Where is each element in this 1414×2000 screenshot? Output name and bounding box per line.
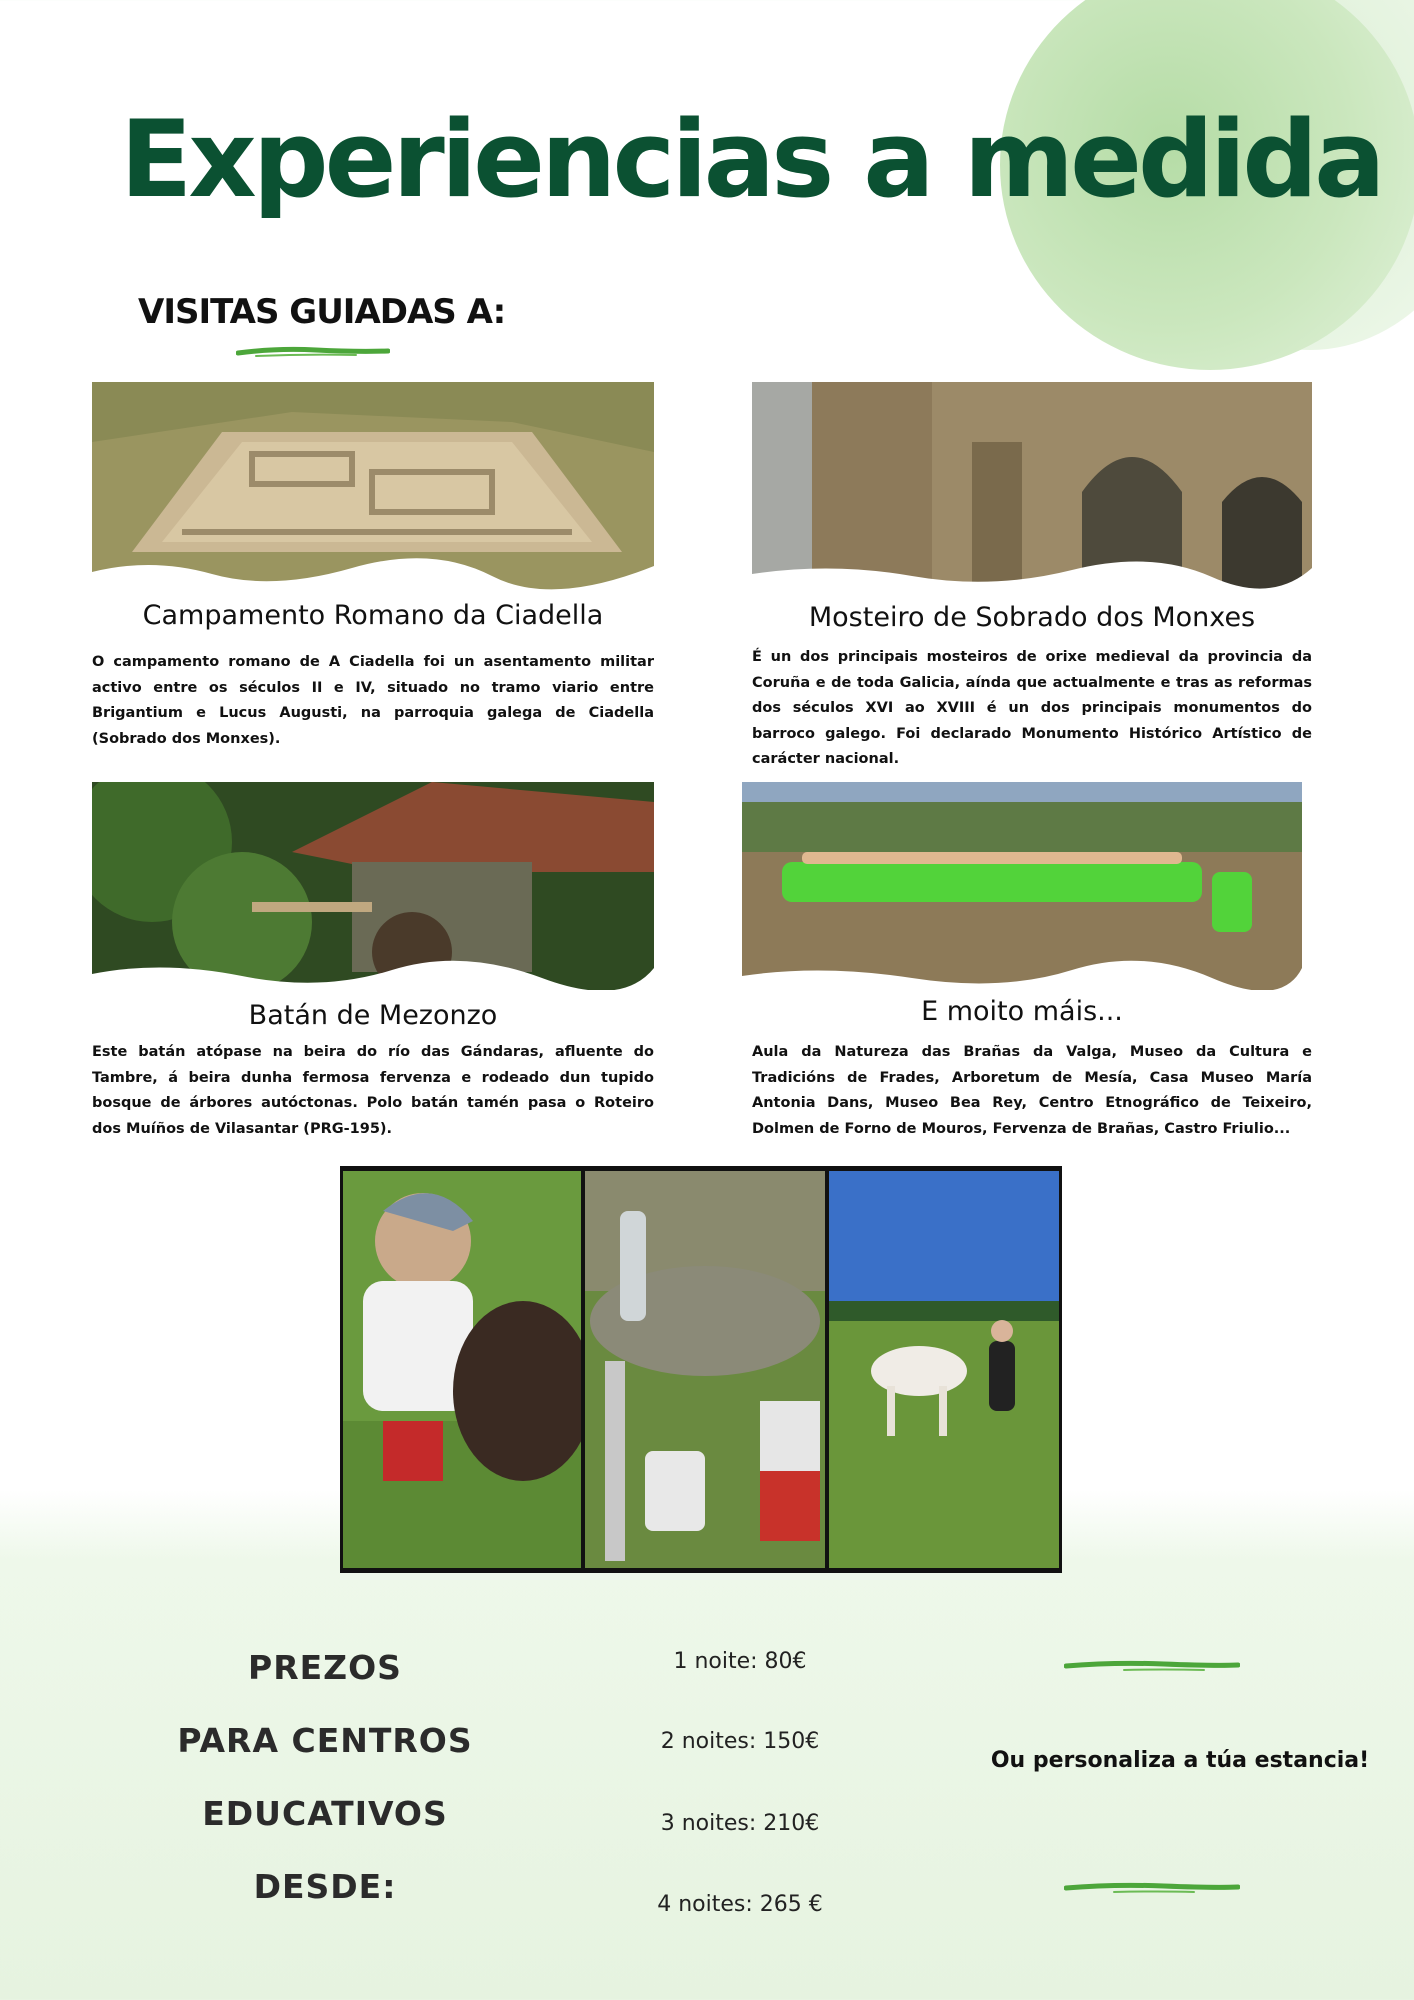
price-item: 3 noites: 210€ [660,1811,820,1836]
brush-stroke [236,346,390,360]
brush-stroke [1064,1660,1240,1674]
pricing-heading-line: EDUCATIVOS [202,1794,448,1833]
price-item: 2 noites: 150€ [660,1729,820,1754]
page-title: Experiencias a medida [120,98,1382,221]
visit-description: É un dos principais mosteiros de orixe medieval da provincia da Coruña e de toda Galicia, aínda que actualmente e tras as reformas dos séculos XVI ao XVIII é un dos principais monumentos do barroco galego. Foi declarado Monumento Histórico Artístico de carácter nacional. [752,649,1312,767]
visit-title: E moito máis... [921,996,1123,1027]
visit-title: Mosteiro de Sobrado dos Monxes [808,602,1256,633]
price-item: 1 noite: 80€ [673,1649,807,1674]
photo-child-sheep [343,1171,581,1568]
visit-title: Campamento Romano da Ciadella [142,600,604,631]
photo-collage [340,1166,1062,1573]
brush-stroke [1064,1882,1240,1896]
pricing-heading-line: PREZOS [248,1648,402,1687]
pricing-heading-line: PARA CENTROS [177,1721,473,1760]
visit-description: Este batán atópase na beira do río das Gándaras, afluente do Tambre, á beira dunha fermosa fervenza e rodeado dun tupido bosque de árbores autóctonas. Polo batán tamén pasa o Roteiro dos Muíños de Vilasantar (PRG-195). [92,1044,654,1137]
photo-mosteiro-sobrado [752,382,1312,590]
visit-description: Aula da Natureza das Brañas da Valga, Museo da Cultura e Tradicións de Frades, Arboretum de Mesía, Casa Museo María Antonia Dans, Museo Bea Rey, Centro Etnográfico de Teixeiro, Dolmen de Forno de Mouros, Fervenza de Brañas, Castro Friulio... [752,1044,1312,1137]
price-item: 4 noites: 265 € [657,1892,823,1917]
photo-campamento-romano [92,382,654,590]
photo-horse-field [829,1171,1059,1568]
photo-grupo-excursion [742,782,1302,990]
visit-description: O campamento romano de A Ciadella foi un asentamento militar activo entre os séculos II e IV, situado no tramo viario entre Brigantium e Lucus Augusti, na parroquia galega de Ciadella (Sobrado dos Monxes). [92,654,654,747]
pricing-heading-line: DESDE: [253,1867,397,1906]
photo-craft-table [585,1171,825,1568]
photo-batan-mezonzo [92,782,654,990]
section-subtitle: VISITAS GUIADAS A: [138,292,506,332]
visit-title: Batán de Mezonzo [248,1000,498,1031]
custom-stay-message: Ou personaliza a túa estancia! [990,1748,1370,1773]
